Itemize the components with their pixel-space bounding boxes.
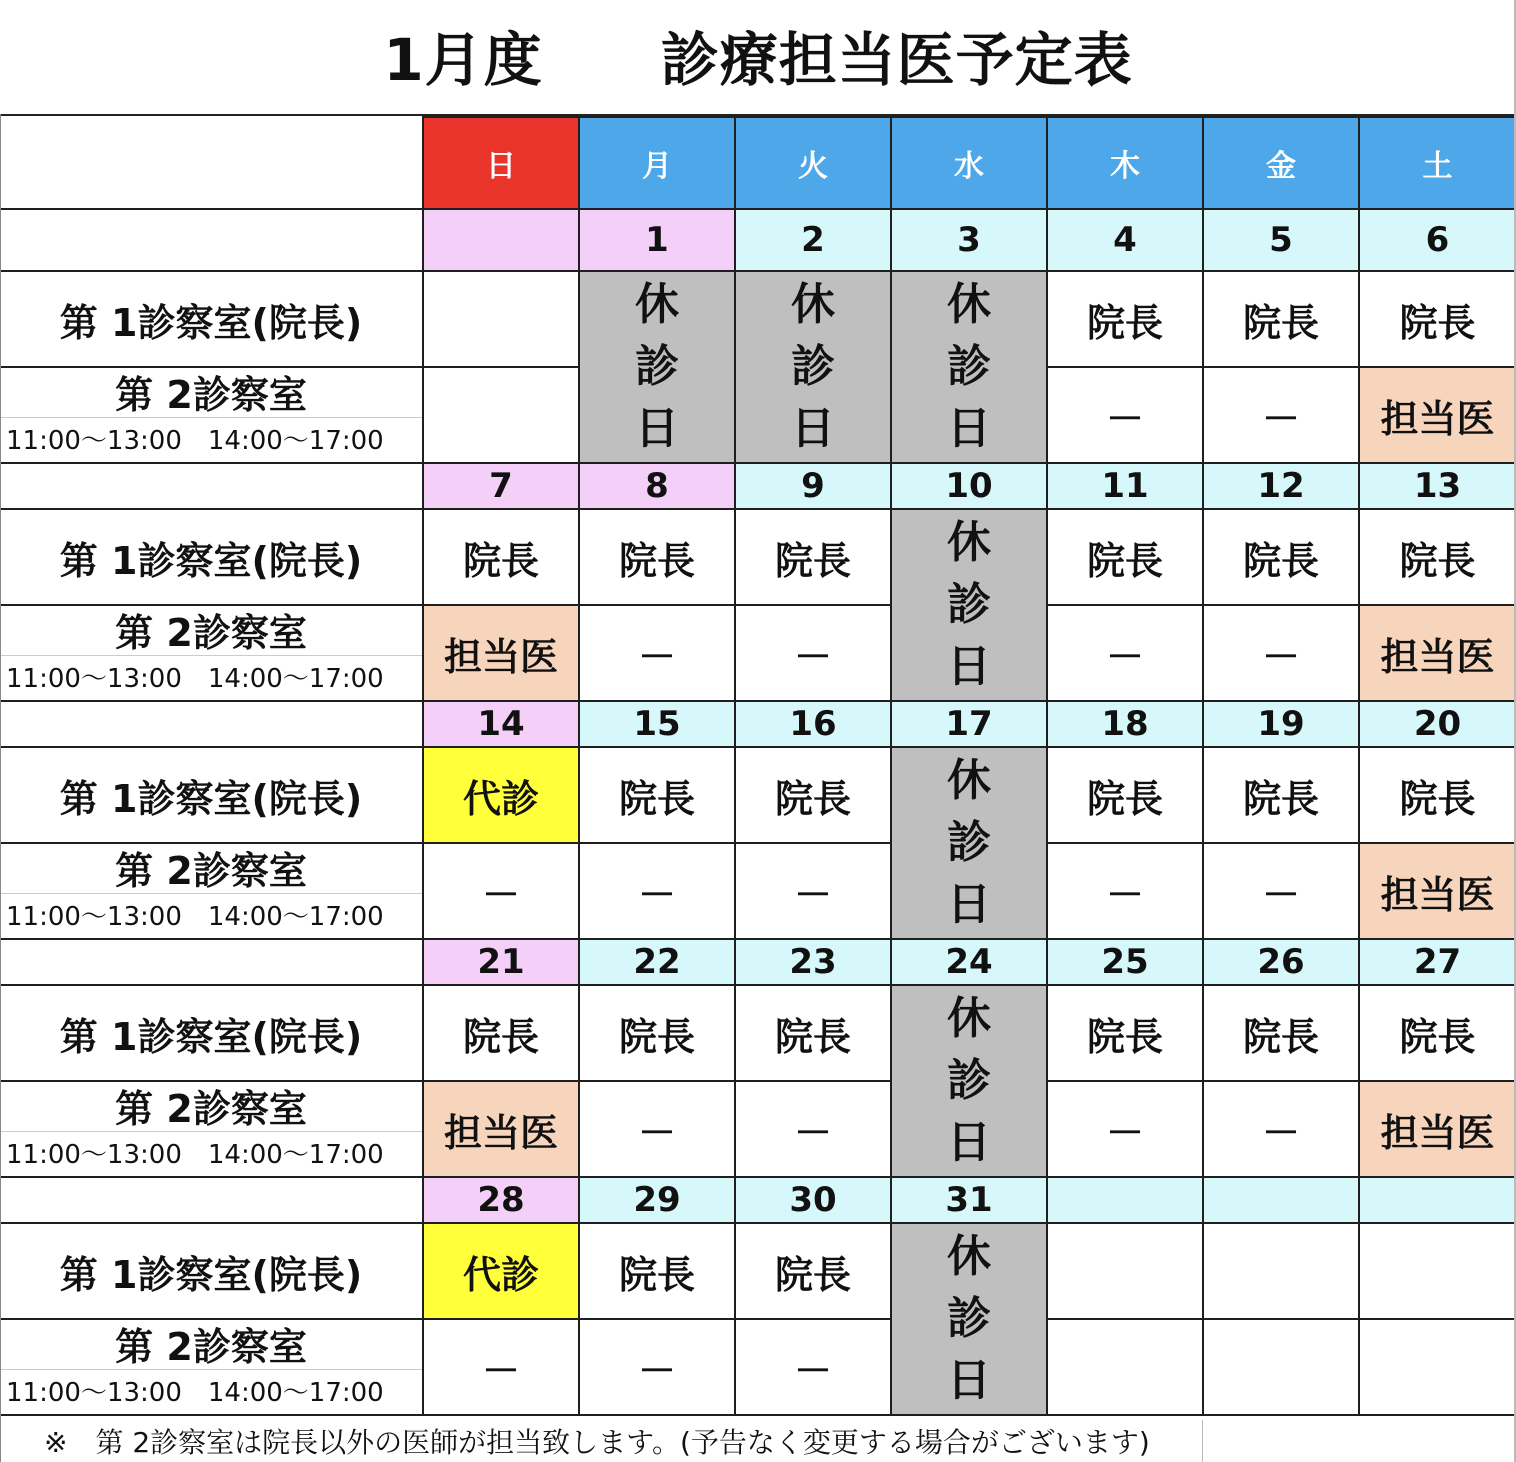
date-row-label — [0, 701, 423, 747]
director-cell: 院長 — [1047, 271, 1203, 367]
substitute-cell: 代診 — [423, 1223, 579, 1319]
date-cell: 1 — [579, 209, 735, 271]
date-row — [0, 939, 1516, 985]
closed-day-cell — [891, 747, 1047, 939]
director-cell: 院長 — [1047, 985, 1203, 1081]
room2-label: 第 2診察室 — [0, 1083, 422, 1132]
room2-label-cell — [0, 367, 423, 463]
dow-tue: 火 — [735, 117, 891, 209]
closed-day-cell — [735, 271, 891, 463]
date-cell: 11 — [1047, 463, 1203, 509]
dash-cell: － — [1203, 605, 1359, 701]
room2-hours: 11:00～13:00 14:00～17:00 — [6, 901, 384, 932]
date-cell: 7 — [423, 463, 579, 509]
closed-day-label: 休診日 — [947, 993, 991, 1168]
date-cell: 16 — [735, 701, 891, 747]
date-cell — [1047, 1177, 1203, 1223]
room1-label: 第 1診察室(院長) — [0, 985, 423, 1081]
left-border — [0, 114, 1, 1462]
director-cell: 院長 — [1359, 747, 1516, 843]
date-row — [0, 701, 1516, 747]
closed-day-label: 休診日 — [791, 279, 835, 454]
date-cell: 19 — [1203, 701, 1359, 747]
date-cell: 10 — [891, 463, 1047, 509]
date-cell: 31 — [891, 1177, 1047, 1223]
page-title: 1月度 診療担当医予定表 — [383, 26, 1133, 94]
dow-fri: 金 — [1203, 117, 1359, 209]
director-cell: 院長 — [423, 985, 579, 1081]
closed-day-cell — [891, 509, 1047, 701]
room1-row — [0, 747, 1516, 843]
dow-wed: 水 — [891, 117, 1047, 209]
schedule-cell-empty — [1359, 1223, 1516, 1319]
room2-row — [0, 843, 1516, 939]
date-cell: 14 — [423, 701, 579, 747]
date-cell: 21 — [423, 939, 579, 985]
director-cell: 院長 — [1203, 271, 1359, 367]
room1-row — [0, 271, 1516, 367]
dash-cell: － — [1047, 1081, 1203, 1177]
room2-row — [0, 605, 1516, 701]
room2-hours: 11:00～13:00 14:00～17:00 — [6, 663, 384, 694]
director-cell: 院長 — [735, 1223, 891, 1319]
footnote-divider — [1202, 1420, 1203, 1462]
assigned-doctor-cell: 担当医 — [1359, 843, 1516, 939]
schedule-cell-empty — [1203, 1223, 1359, 1319]
dash-cell: － — [579, 1319, 735, 1415]
room2-row — [0, 1081, 1516, 1177]
date-cell: 4 — [1047, 209, 1203, 271]
schedule-cell-empty — [1047, 1319, 1203, 1415]
dash-cell: － — [579, 605, 735, 701]
dash-cell: － — [1047, 843, 1203, 939]
date-cell: 22 — [579, 939, 735, 985]
room2-hours: 11:00～13:00 14:00～17:00 — [6, 425, 384, 456]
director-cell: 院長 — [735, 509, 891, 605]
dash-cell: － — [735, 1319, 891, 1415]
closed-day-label: 休診日 — [947, 279, 991, 454]
dash-cell: － — [423, 1319, 579, 1415]
dash-cell: － — [735, 605, 891, 701]
director-cell: 院長 — [579, 985, 735, 1081]
director-cell: 院長 — [579, 1223, 735, 1319]
date-cell: 30 — [735, 1177, 891, 1223]
assigned-doctor-cell: 担当医 — [423, 605, 579, 701]
dash-cell: － — [1047, 367, 1203, 463]
director-cell: 院長 — [1203, 747, 1359, 843]
room1-label: 第 1診察室(院長) — [0, 1223, 423, 1319]
date-cell: 24 — [891, 939, 1047, 985]
date-cell: 28 — [423, 1177, 579, 1223]
assigned-doctor-cell: 担当医 — [423, 1081, 579, 1177]
header-corner — [0, 117, 423, 209]
room1-row — [0, 509, 1516, 605]
date-cell: 9 — [735, 463, 891, 509]
room2-label: 第 2診察室 — [0, 845, 422, 894]
date-cell — [1203, 1177, 1359, 1223]
room1-label: 第 1診察室(院長) — [0, 747, 423, 843]
room2-label: 第 2診察室 — [0, 607, 422, 656]
date-cell: 15 — [579, 701, 735, 747]
dow-mon: 月 — [579, 117, 735, 209]
schedule-cell-empty — [423, 271, 579, 367]
room1-row — [0, 985, 1516, 1081]
assigned-doctor-cell: 担当医 — [1359, 1081, 1516, 1177]
closed-day-cell — [579, 271, 735, 463]
closed-day-cell — [891, 985, 1047, 1177]
date-cell: 25 — [1047, 939, 1203, 985]
date-row-label — [0, 939, 423, 985]
date-cell — [423, 209, 579, 271]
dash-cell: － — [579, 1081, 735, 1177]
director-cell: 院長 — [1359, 985, 1516, 1081]
assigned-doctor-cell: 担当医 — [1359, 605, 1516, 701]
date-row-label — [0, 1177, 423, 1223]
room2-hours: 11:00～13:00 14:00～17:00 — [6, 1377, 384, 1408]
room2-label: 第 2診察室 — [0, 369, 422, 418]
date-row-label — [0, 463, 423, 509]
date-cell — [1359, 1177, 1516, 1223]
director-cell: 院長 — [735, 985, 891, 1081]
room2-label-cell — [0, 1319, 423, 1415]
room1-row — [0, 1223, 1516, 1319]
date-cell: 2 — [735, 209, 891, 271]
room1-label: 第 1診察室(院長) — [0, 509, 423, 605]
footnote: ※ 第 2診察室は院長以外の医師が担当致します。(予告なく変更する場合がございます) — [44, 1426, 1150, 1459]
director-cell: 院長 — [1359, 271, 1516, 367]
date-row — [0, 1177, 1516, 1223]
director-cell: 院長 — [1047, 747, 1203, 843]
room1-label: 第 1診察室(院長) — [0, 271, 423, 367]
closed-day-label: 休診日 — [947, 755, 991, 930]
director-cell: 院長 — [423, 509, 579, 605]
date-cell: 13 — [1359, 463, 1516, 509]
dash-cell: － — [1047, 605, 1203, 701]
director-cell: 院長 — [735, 747, 891, 843]
date-row — [0, 463, 1516, 509]
date-row — [0, 209, 1516, 271]
date-cell: 26 — [1203, 939, 1359, 985]
room2-label-cell — [0, 1081, 423, 1177]
director-cell: 院長 — [1203, 509, 1359, 605]
date-cell: 8 — [579, 463, 735, 509]
schedule-table — [0, 116, 1516, 1416]
room2-hours: 11:00～13:00 14:00～17:00 — [6, 1139, 384, 1170]
date-cell: 17 — [891, 701, 1047, 747]
substitute-cell: 代診 — [423, 747, 579, 843]
closed-day-label: 休診日 — [635, 279, 679, 454]
date-cell: 6 — [1359, 209, 1516, 271]
director-cell: 院長 — [1359, 509, 1516, 605]
assigned-doctor-cell: 担当医 — [1359, 367, 1516, 463]
date-cell: 5 — [1203, 209, 1359, 271]
dash-cell: － — [735, 843, 891, 939]
closed-day-cell — [891, 271, 1047, 463]
room2-row — [0, 1319, 1516, 1415]
date-cell: 18 — [1047, 701, 1203, 747]
dash-cell: － — [1203, 843, 1359, 939]
director-cell: 院長 — [579, 747, 735, 843]
dash-cell: － — [1203, 367, 1359, 463]
weekday-header-row — [0, 117, 1516, 209]
closed-day-cell — [891, 1223, 1047, 1415]
dash-cell: － — [579, 843, 735, 939]
director-cell: 院長 — [579, 509, 735, 605]
date-cell: 12 — [1203, 463, 1359, 509]
room2-label-cell — [0, 605, 423, 701]
date-cell: 29 — [579, 1177, 735, 1223]
date-cell: 20 — [1359, 701, 1516, 747]
dow-thu: 木 — [1047, 117, 1203, 209]
date-row-label — [0, 209, 423, 271]
dash-cell: － — [1203, 1081, 1359, 1177]
date-cell: 27 — [1359, 939, 1516, 985]
date-cell: 23 — [735, 939, 891, 985]
closed-day-label: 休診日 — [947, 517, 991, 692]
dow-sun: 日 — [423, 117, 579, 209]
room2-label-cell — [0, 843, 423, 939]
closed-day-label: 休診日 — [947, 1231, 991, 1406]
schedule-cell-empty — [423, 367, 579, 463]
dash-cell: － — [423, 843, 579, 939]
schedule-cell-empty — [1203, 1319, 1359, 1415]
schedule-cell-empty — [1047, 1223, 1203, 1319]
director-cell: 院長 — [1047, 509, 1203, 605]
director-cell: 院長 — [1203, 985, 1359, 1081]
dow-sat: 土 — [1359, 117, 1516, 209]
room2-label: 第 2診察室 — [0, 1321, 422, 1370]
date-cell: 3 — [891, 209, 1047, 271]
schedule-cell-empty — [1359, 1319, 1516, 1415]
dash-cell: － — [735, 1081, 891, 1177]
